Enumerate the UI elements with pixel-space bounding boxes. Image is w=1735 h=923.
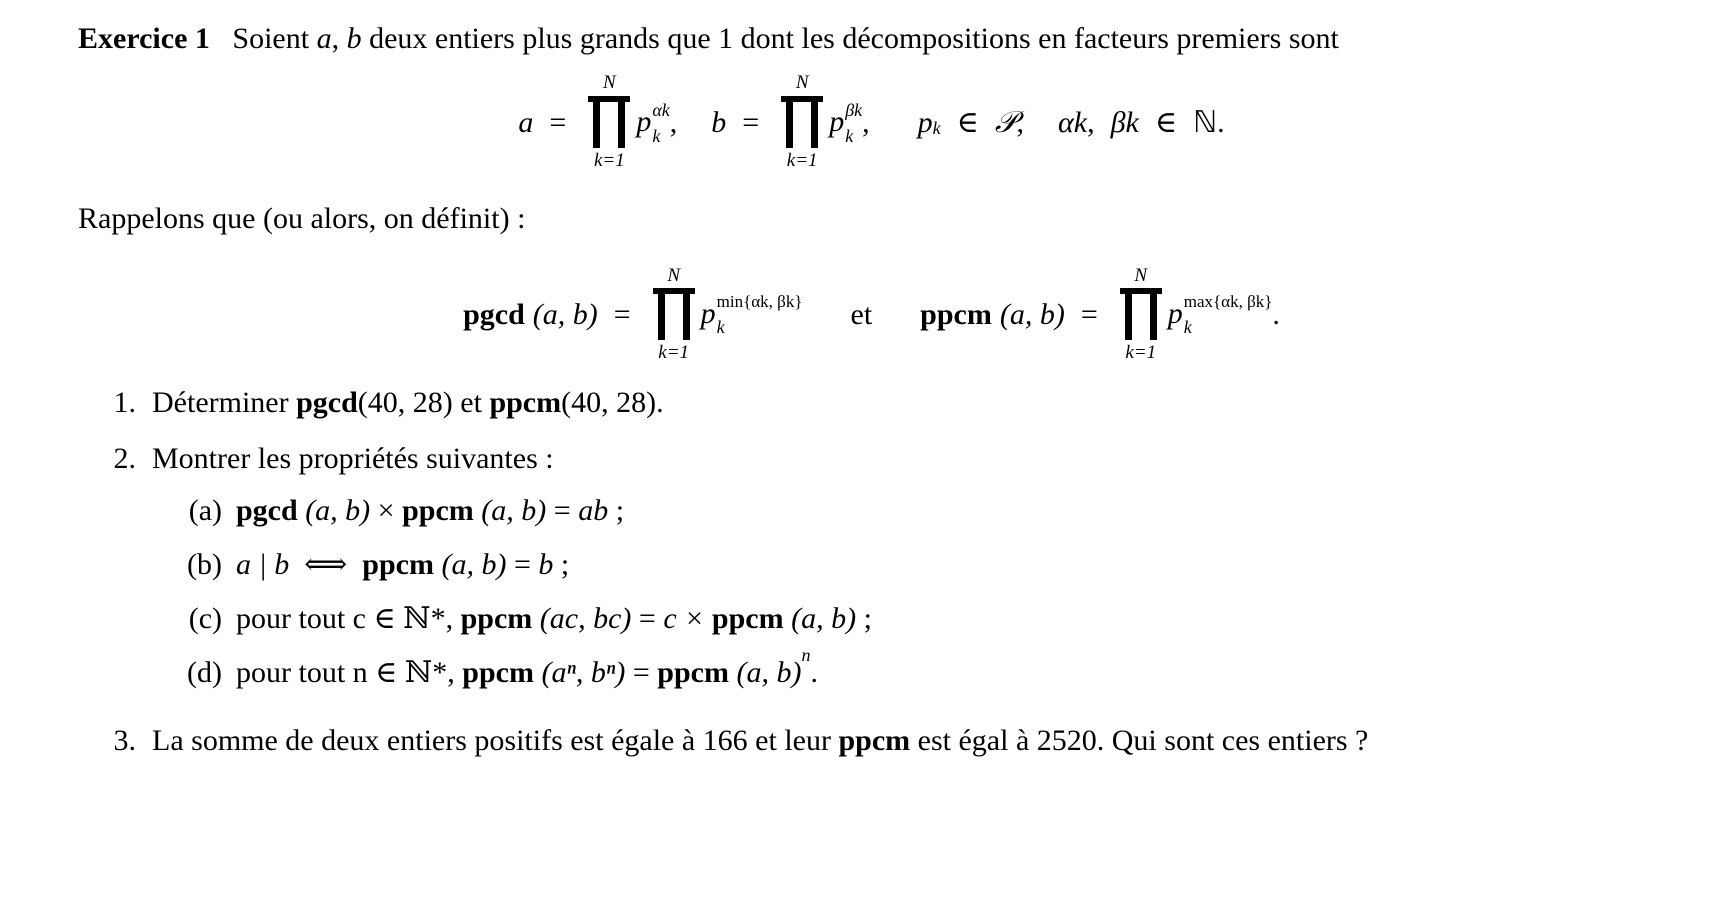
b-ppcm-args: (a, b): [441, 548, 507, 582]
eq2-p-base-min: p: [700, 297, 716, 331]
q3-value-2520: 2520: [1036, 724, 1097, 758]
d-ppcm-label: ppcm: [462, 656, 534, 690]
eq2-ppcm-args: (a, b): [999, 297, 1065, 331]
eq1-naturals: ℕ.: [1193, 106, 1225, 140]
product-lower-limit-b: k=1: [786, 150, 818, 172]
question-3-number: 3.: [113, 724, 136, 758]
subitem-c-body: [236, 598, 872, 640]
c-ppcm-label: ppcm: [460, 602, 533, 636]
d-ppcm-args: (aⁿ, bⁿ): [541, 656, 626, 690]
q3-ppcm-label: ppcm: [838, 724, 911, 758]
eq1-p-term-b: [829, 99, 863, 146]
product-symbol-icon: [781, 96, 823, 148]
subitem-d: [152, 645, 1665, 694]
a-pgcd-label: pgcd: [236, 494, 298, 528]
b-iff-symbol: ⟺: [304, 548, 348, 582]
eq1-p-base-b: p: [829, 104, 845, 138]
subitem-b: [152, 544, 1665, 586]
product-upper-limit-ppcm: N: [1134, 264, 1148, 286]
exercise-intro-paragraph: [78, 18, 1665, 59]
q1-ppcm-args: (40, 28): [561, 386, 657, 420]
question-item-2: [78, 438, 1665, 706]
b-lhs: a | b: [236, 548, 290, 582]
eq1-a: a: [518, 105, 534, 139]
c-ppcm-label-2: ppcm: [711, 602, 784, 636]
eq1-equals-2: =: [742, 105, 760, 139]
subitem-c: [152, 598, 1665, 640]
eq2-min-exponent: min{αk, βk}: [716, 292, 803, 312]
product-upper-limit-b: N: [795, 72, 809, 94]
eq2-p-subscript-min: k: [716, 317, 725, 338]
q2-text: Montrer les propriétés suivantes :: [152, 442, 554, 476]
a-times: ×: [377, 494, 395, 528]
q1-text-determiner: Déterminer: [152, 386, 289, 420]
eq1-p-mem-sub: k: [932, 118, 941, 139]
question-2-subitems: [152, 490, 1665, 694]
d-exponent: n: [801, 645, 811, 666]
eq2-et: et: [850, 297, 873, 331]
subitem-a-body: [236, 490, 624, 532]
question-2-number: 2.: [113, 442, 136, 476]
d-prefix: pour tout n ∈ ℕ*,: [236, 656, 455, 690]
eq1-p-exponent-alpha: αk: [652, 99, 670, 120]
q1-period: .: [656, 386, 664, 420]
q1-pgcd-label: pgcd: [296, 386, 358, 420]
product-operator-ppcm: [1120, 266, 1162, 365]
question-2-body: [152, 438, 1665, 706]
question-1-body: [152, 382, 1665, 424]
eq1-p-exponent-beta: βk: [845, 99, 863, 120]
subitem-b-body: [236, 544, 569, 586]
product-symbol-icon: [588, 96, 630, 148]
eq1-in-symbol-2: ∈: [1154, 106, 1178, 140]
subitem-d-body: [236, 645, 818, 694]
eq1-p-term-a: [636, 99, 670, 146]
d-ppcm-args-2: (a, b): [736, 656, 802, 690]
b-rhs: b: [538, 548, 554, 582]
eq1-in-symbol: ∈: [956, 106, 979, 140]
b-equals: =: [513, 548, 531, 582]
intro-var-b: b: [346, 22, 362, 55]
eq2-p-term-min: [700, 292, 803, 338]
a-ppcm-label: ppcm: [402, 494, 474, 528]
q3-text-part2: et leur: [755, 724, 831, 758]
product-symbol-icon: [1120, 288, 1162, 340]
subitem-b-number: (b): [187, 548, 222, 582]
q3-text-part3: est égal à: [917, 724, 1030, 758]
eq1-comma-1: ,: [669, 105, 678, 139]
eq2-ppcm-label: ppcm: [920, 297, 992, 331]
questions-list: [78, 382, 1665, 762]
eq1-beta-k: βk: [1110, 105, 1139, 139]
intro-text-end: dont les décompositions en facteurs premiers sont: [740, 22, 1339, 55]
c-semicolon: ;: [863, 602, 872, 636]
a-semicolon: ;: [615, 494, 625, 528]
q1-ppcm-label: ppcm: [489, 386, 562, 420]
eq2-pgcd-label: pgcd: [463, 297, 525, 331]
intro-word-soient: Soient: [232, 22, 310, 55]
q3-text-part1: La somme de deux entiers positifs est égale à: [152, 724, 696, 758]
equation-factorization: a = N k=1 p αk k , b = N k=1 p βk k , p k ∈ 𝒫 , αk , βk ∈ ℕ.: [518, 72, 1225, 172]
intro-text-middle: deux entiers plus grands que: [369, 22, 711, 55]
question-3-body: [152, 720, 1665, 762]
intro-number-one: 1: [718, 22, 734, 55]
subitem-d-number: (d): [187, 656, 222, 690]
c-ppcm-args-2: (a, b): [791, 602, 857, 636]
product-upper-limit: N: [602, 72, 616, 94]
d-period: .: [810, 656, 818, 690]
product-symbol-icon: [653, 288, 695, 340]
product-upper-limit-pgcd: N: [667, 264, 681, 286]
eq1-p-subscript-b: k: [845, 125, 854, 146]
eq2-equals-2: =: [1080, 297, 1098, 331]
question-item-3: [78, 720, 1665, 762]
eq2-equals-1: =: [613, 297, 631, 331]
eq1-alpha-k: αk: [1058, 105, 1088, 139]
product-lower-limit-pgcd: k=1: [658, 342, 690, 364]
eq2-p-subscript-max: k: [1183, 317, 1192, 338]
c-prefix: pour tout c ∈ ℕ*,: [236, 602, 454, 636]
a-ppcm-args: (a, b): [481, 494, 547, 528]
eq2-period: .: [1272, 297, 1280, 331]
intro-var-a: a: [316, 22, 332, 55]
eq1-p-mem-base: p: [917, 105, 933, 139]
product-lower-limit: k=1: [593, 150, 625, 172]
product-operator-a: [588, 73, 630, 172]
eq1-p-base-a: p: [636, 104, 652, 138]
eq2-max-exponent: max{αk, βk}: [1183, 292, 1273, 312]
eq1-equals: =: [549, 105, 567, 139]
subitem-a-number: (a): [188, 494, 222, 528]
product-operator-pgcd: [653, 266, 695, 365]
eq2-pgcd-args: (a, b): [532, 297, 598, 331]
subitem-c-number: (c): [188, 602, 222, 636]
recall-paragraph: Rappelons que (ou alors, on définit) :: [78, 202, 526, 236]
c-equals: =: [638, 602, 656, 636]
question-item-1: [78, 382, 1665, 424]
d-ppcm-label-2: ppcm: [657, 656, 729, 690]
eq1-b: b: [711, 105, 727, 139]
q3-text-part4: . Qui sont ces entiers ?: [1096, 724, 1369, 758]
d-equals: =: [632, 656, 650, 690]
a-equals: =: [553, 494, 571, 528]
eq1-p-subscript-a: k: [652, 125, 661, 146]
subitem-a: [152, 490, 1665, 532]
product-lower-limit-ppcm: k=1: [1125, 342, 1157, 364]
q3-value-166: 166: [702, 724, 748, 758]
eq1-set-P: 𝒫: [994, 105, 1017, 139]
eq2-p-base-max: p: [1167, 297, 1183, 331]
question-1-number: 1.: [113, 386, 136, 420]
q1-et: et: [460, 386, 482, 420]
intro-comma: ,: [331, 22, 340, 55]
a-rhs: ab: [578, 494, 609, 528]
q1-pgcd-args: (40, 28): [357, 386, 453, 420]
product-operator-b: [781, 73, 823, 172]
b-semicolon: ;: [560, 548, 570, 582]
eq2-p-term-max: [1167, 292, 1273, 338]
b-ppcm-label: ppcm: [362, 548, 434, 582]
exercise-title: Exercice 1: [78, 22, 210, 55]
c-rhs-prefix: c ×: [663, 602, 705, 636]
c-ppcm-args: (ac, bc): [539, 602, 632, 636]
a-pgcd-args: (a, b): [305, 494, 371, 528]
eq1-comma-2: ,: [862, 105, 870, 139]
equation-pgcd-ppcm: [78, 266, 1665, 365]
